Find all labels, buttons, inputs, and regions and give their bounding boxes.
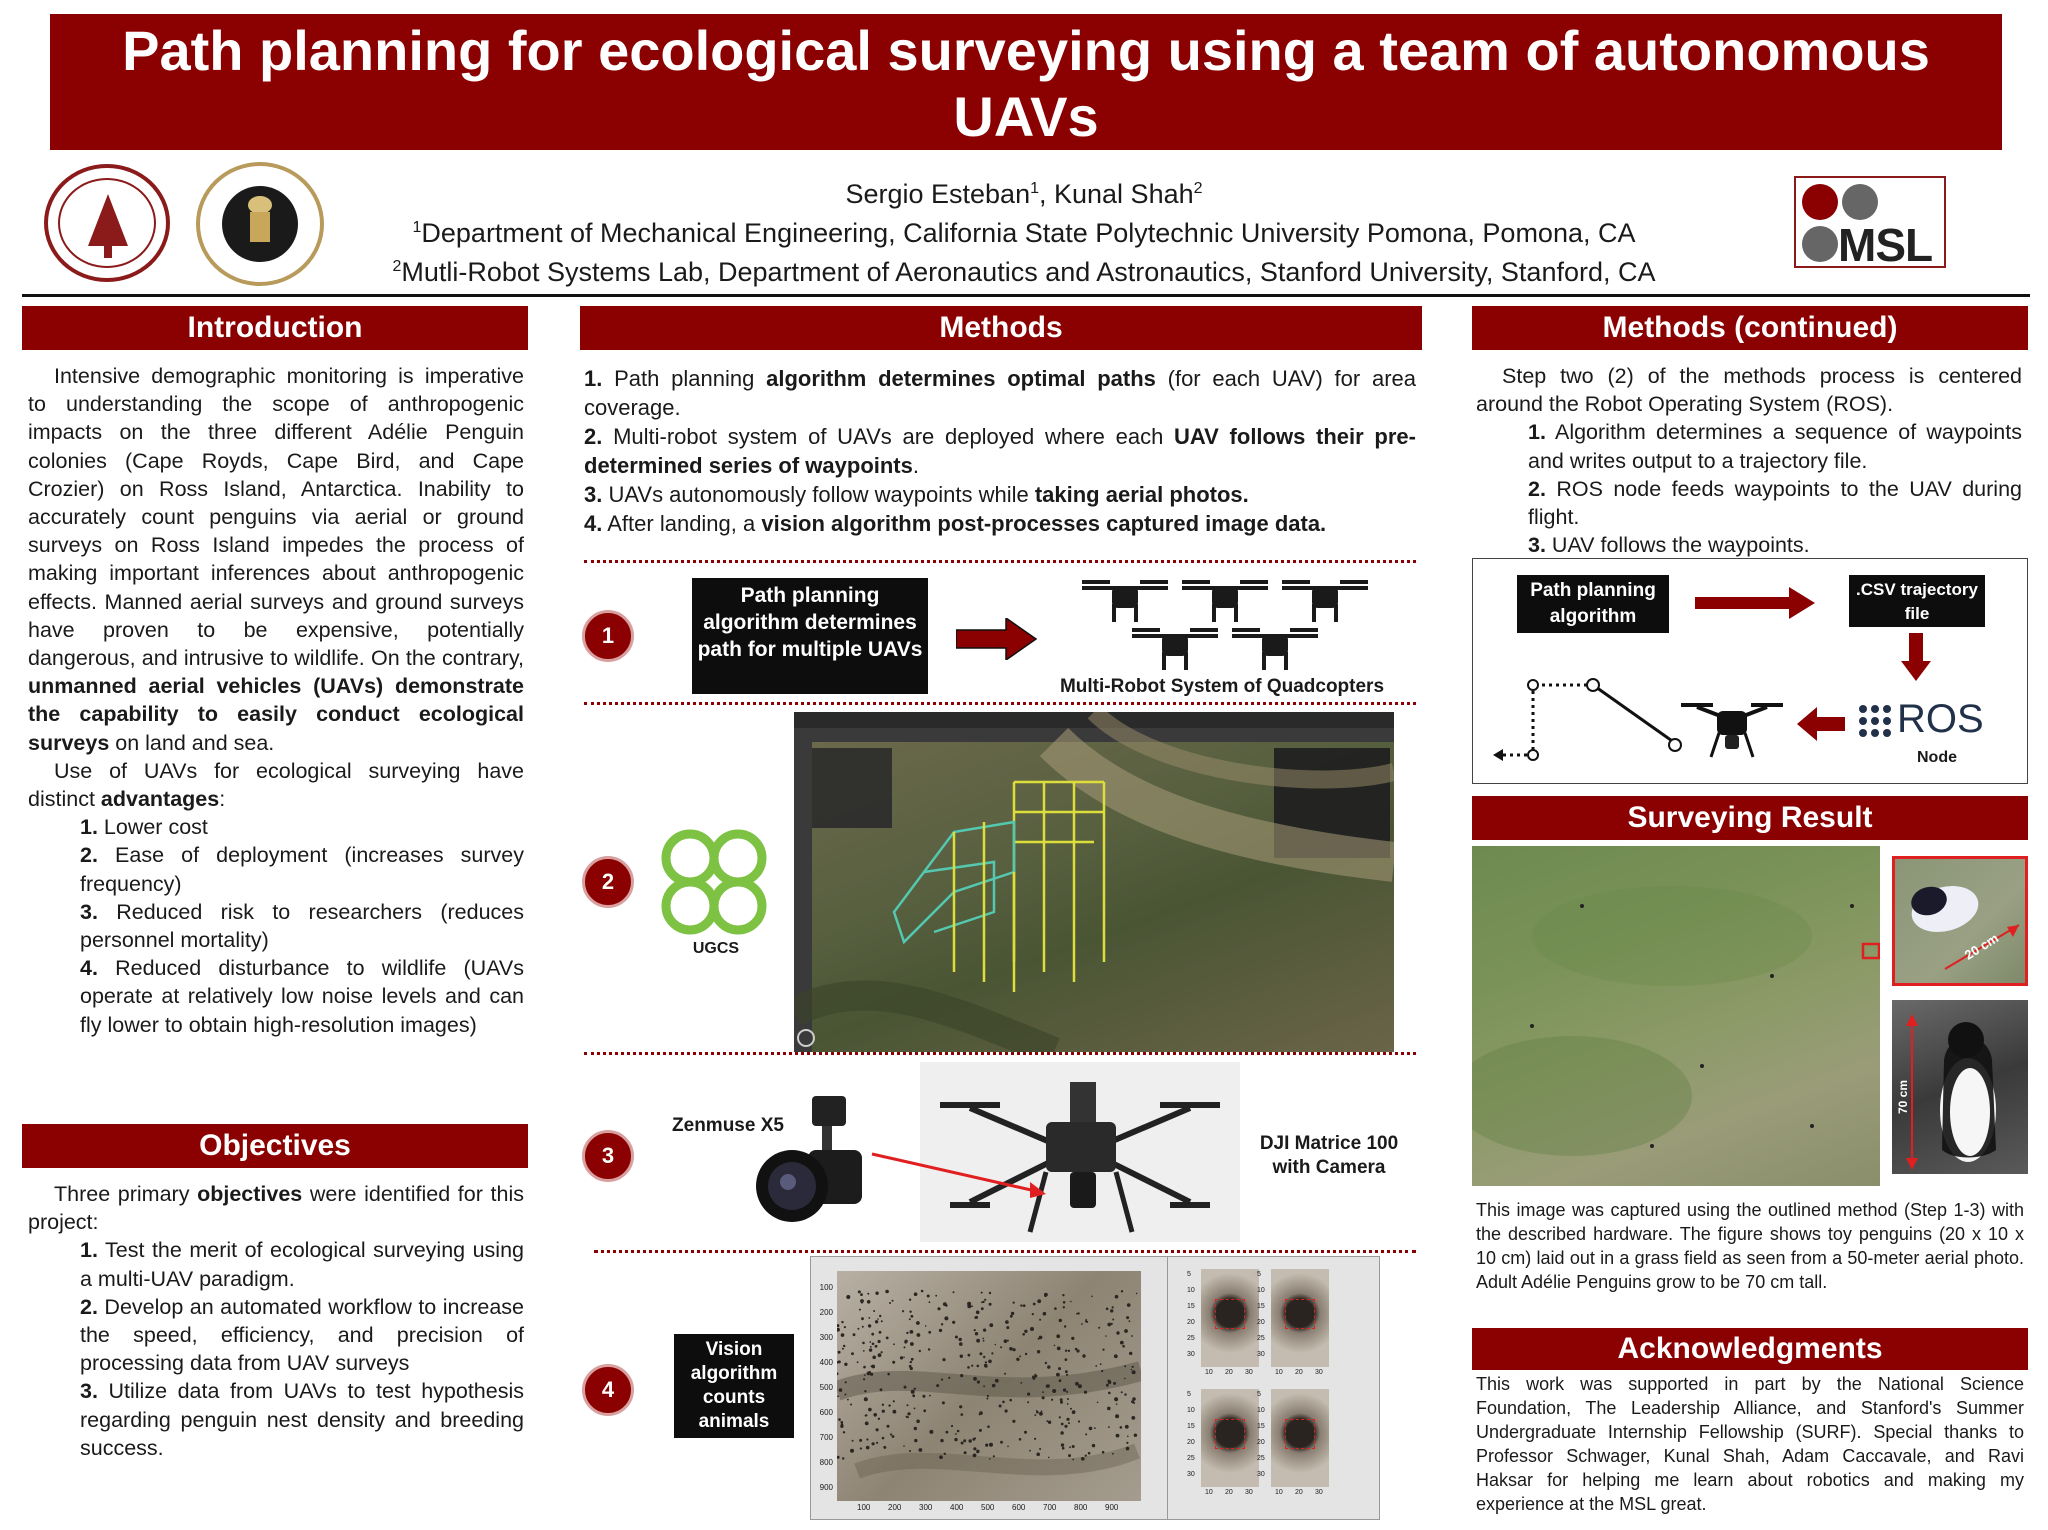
list-item: 1. Path planning algorithm determines optimal paths (for each UAV) for area coverage. xyxy=(584,366,1417,420)
quadcopter-icon xyxy=(1282,578,1368,624)
list-item: 1. Test the merit of ecological surveying using a multi-UAV paradigm. xyxy=(80,1238,524,1291)
crop-tick-label: 30 xyxy=(1245,1489,1253,1496)
x-tick-label: 200 xyxy=(888,1503,902,1512)
crop-tick-label: 30 xyxy=(1315,1369,1323,1376)
quadcopter-icon xyxy=(1132,626,1218,672)
step-2-circle: 2 xyxy=(582,856,634,908)
list-item: 3. Utilize data from UAVs to test hypothesis regarding penguin nest density and breeding success. xyxy=(80,1379,524,1460)
author-block xyxy=(300,172,1748,289)
objectives-intro: Three primary objectives were identified for this project: xyxy=(28,1182,524,1235)
step-divider xyxy=(584,1052,1416,1055)
ugcs-logo-icon xyxy=(660,828,770,938)
arrow-right-icon xyxy=(956,618,1040,660)
poster-title: Path planning for ecological surveying using a team of autonomous UAVs xyxy=(50,14,2002,150)
introduction-paragraph: Intensive demographic monitoring is imperative to understanding the scope of anthropogenic impacts on the three different Adélie Penguin colonies (Cape Royds, Cape Bird, and Cape Crozier) on Ross Island, Antarctica. Inability to accurately count penguins via aerial or ground surveys on Ross Island impedes the process of making important inferences about anthropogenic effects. Manned aerial surveys and ground surveys have proven to be expensive, potentially dangerous, and intrusive to wildlife. On the contrary, unmanned aerial vehicles (UAVs) demonstrate the capability to easily conduct ecological surveys on land and sea. xyxy=(28,364,524,755)
crop-tick-label: 25 xyxy=(1187,1455,1195,1462)
y-tick-label: 800 xyxy=(819,1458,833,1467)
crop-thumbnail xyxy=(1271,1389,1329,1487)
crop-tick-label: 5 xyxy=(1257,1271,1261,1278)
objectives-heading: Objectives xyxy=(22,1124,528,1168)
arrow-left-icon xyxy=(1797,707,1847,741)
methods-continued-body xyxy=(1476,362,2022,559)
crop-tick-label: 20 xyxy=(1295,1369,1303,1376)
methods-continued-heading: Methods (continued) xyxy=(1472,306,2028,350)
quadcopter-icon xyxy=(1182,578,1268,624)
crop-tick-label: 5 xyxy=(1187,1271,1191,1278)
msl-logo xyxy=(1794,176,1946,271)
list-item: 4. After landing, a vision algorithm post-processes captured image data. xyxy=(584,511,1327,536)
crop-tick-label: 30 xyxy=(1187,1471,1195,1478)
list-item: 1. Algorithm determines a sequence of waypoints and writes output to a trajectory file. xyxy=(1528,420,2022,473)
crop-thumbnail xyxy=(1271,1269,1329,1367)
y-tick-label: 500 xyxy=(819,1383,833,1392)
list-item: 2. Develop an automated workflow to increase the speed, efficiency, and precision of processing data from UAV surveys xyxy=(80,1294,524,1376)
stanford-seal-logo xyxy=(44,164,170,282)
introduction-heading: Introduction xyxy=(22,306,528,350)
list-item: 3. UAV follows the waypoints. xyxy=(1528,533,1810,558)
step-divider xyxy=(584,702,1416,705)
camera-gimbal-icon xyxy=(752,1090,882,1228)
ros-logo-text: ROS xyxy=(1897,697,1984,741)
surveying-caption: This image was captured using the outlined method (Step 1-3) with the described hardware. The figure shows toy penguins (20 x 10 x 10 cm) laid out in a grass field as seen from a 50-meter aerial photo. Adult Adélie Penguins grow to be 70 cm tall. xyxy=(1476,1200,2024,1292)
acknowledgments-heading: Acknowledgments xyxy=(1472,1328,2028,1370)
toy-penguin-closeup xyxy=(1892,856,2028,986)
vision-output-window xyxy=(810,1256,1380,1520)
adelie-penguin-photo xyxy=(1892,1000,2028,1174)
crop-tick-label: 10 xyxy=(1187,1287,1195,1294)
ros-node-icon xyxy=(1857,703,1901,737)
arrow-right-icon xyxy=(1695,585,1819,621)
list-item: 3. Reduced risk to researchers (reduces personnel mortality) xyxy=(80,899,524,953)
x-axis-ticks xyxy=(837,1503,1141,1515)
crop-tick-label: 20 xyxy=(1225,1369,1233,1376)
crop-tick-label: 20 xyxy=(1187,1319,1195,1326)
crop-thumbnail xyxy=(1201,1269,1259,1367)
crop-tick-label: 30 xyxy=(1257,1471,1265,1478)
csv-trajectory-box: .CSV trajectory file xyxy=(1849,575,1985,627)
list-item: 2. Multi-robot system of UAVs are deployed where each UAV follows their pre-determined series of waypoints. xyxy=(584,424,1416,478)
crop-tick-label: 20 xyxy=(1225,1489,1233,1496)
step-4-circle: 4 xyxy=(582,1364,634,1416)
crop-tick-label: 15 xyxy=(1187,1423,1195,1430)
crop-tick-label: 10 xyxy=(1205,1489,1213,1496)
crop-tick-label: 10 xyxy=(1187,1407,1195,1414)
step-1-circle: 1 xyxy=(582,610,634,662)
introduction-body xyxy=(28,362,524,1039)
methods-heading: Methods xyxy=(580,306,1422,350)
crop-tick-label: 10 xyxy=(1257,1287,1265,1294)
crop-tick-label: 20 xyxy=(1257,1439,1265,1446)
step-divider xyxy=(594,1250,1416,1253)
list-item: 4. Reduced disturbance to wildlife (UAVs operate at relatively low noise levels and can fly lower to obtain high-resolution images) xyxy=(80,956,524,1037)
crop-tick-label: 20 xyxy=(1295,1489,1303,1496)
quadcopter-caption: Multi-Robot System of Quadcopters xyxy=(1059,676,1385,697)
y-tick-label: 700 xyxy=(819,1433,833,1442)
crop-tick-label: 10 xyxy=(1205,1369,1213,1376)
crop-tick-label: 15 xyxy=(1187,1303,1195,1310)
crop-tick-label: 30 xyxy=(1187,1351,1195,1358)
surveying-result-heading: Surveying Result xyxy=(1472,796,2028,840)
crop-tick-label: 30 xyxy=(1315,1489,1323,1496)
msl-logo-text: MSL xyxy=(1838,219,1933,271)
vision-algorithm-box: Vision algorithm counts animals xyxy=(674,1334,794,1438)
x-tick-label: 100 xyxy=(857,1503,871,1512)
crop-tick-label: 30 xyxy=(1245,1369,1253,1376)
x-tick-label: 900 xyxy=(1105,1503,1119,1512)
colony-aerial-image xyxy=(837,1271,1141,1501)
step-3-circle: 3 xyxy=(582,1130,634,1182)
y-tick-label: 400 xyxy=(819,1358,833,1367)
acknowledgments-body: This work was supported in part by the National Science Foundation, The Leadership Alliance, and Stanford's Summer Undergraduate Internship Fellowship (SURF). Special thanks to Professor Schwager, Kunal Shah, Adam Caccavale, and Ravi Haksar for helping me learn about robotics and making my experience at the MSL great. xyxy=(1476,1374,2024,1514)
y-tick-label: 600 xyxy=(819,1408,833,1417)
scale-20cm: 20 cm xyxy=(1961,930,2002,963)
affiliation-1: $^1$Department of Mechanical Engineering, California State Polytechnic University Pomona, Pomona, CA xyxy=(412,218,1636,248)
crop-tick-label: 25 xyxy=(1187,1335,1195,1342)
crop-tick-label: 15 xyxy=(1257,1423,1265,1430)
crop-tick-label: 25 xyxy=(1257,1335,1265,1342)
crop-tick-label: 15 xyxy=(1257,1303,1265,1310)
quadcopter-icon xyxy=(1232,626,1318,672)
advantages-intro: Use of UAVs for ecological surveying have distinct advantages: xyxy=(28,758,524,812)
path-planning-box: Path planning algorithm determines path for multiple UAVs xyxy=(692,578,928,694)
crop-tick-label: 20 xyxy=(1257,1319,1265,1326)
x-tick-label: 600 xyxy=(1012,1503,1026,1512)
y-tick-label: 300 xyxy=(819,1333,833,1342)
affiliation-2: $^2$Mutli-Robot Systems Lab, Department of Aeronautics and Astronautics, Stanford University, Stanford, CA xyxy=(392,257,1656,287)
objectives-body xyxy=(28,1180,524,1462)
list-item: 1. Lower cost xyxy=(80,815,208,840)
waypoint-path-icon xyxy=(1493,675,1693,775)
quadcopter-icon xyxy=(1082,578,1168,624)
path-planning-algorithm-box: Path planning algorithm xyxy=(1517,575,1669,633)
ugcs-mission-screenshot xyxy=(794,712,1394,1052)
drone-icon xyxy=(1677,695,1787,763)
step-divider xyxy=(584,560,1416,563)
y-tick-label: 100 xyxy=(819,1283,833,1292)
red-pointer-arrow-icon xyxy=(870,1150,1060,1200)
x-tick-label: 700 xyxy=(1043,1503,1057,1512)
x-tick-label: 500 xyxy=(981,1503,995,1512)
crop-tick-label: 5 xyxy=(1257,1391,1261,1398)
methods-steps xyxy=(584,364,1416,538)
ugcs-label: UGCS xyxy=(692,940,740,957)
crop-tick-label: 20 xyxy=(1187,1439,1195,1446)
zenmuse-label: Zenmuse X5 xyxy=(672,1115,784,1136)
list-item: 3. UAVs autonomously follow waypoints while taking aerial photos. xyxy=(584,482,1249,507)
author-names: Sergio Esteban$^1$, Kunal Shah$^2$ xyxy=(845,179,1203,209)
header-divider xyxy=(22,294,2030,297)
scale-70cm: 70 cm xyxy=(1896,1079,1911,1115)
list-item: 2. Ease of deployment (increases survey frequency) xyxy=(80,843,524,896)
aerial-grass-photo xyxy=(1472,846,1880,1186)
y-tick-label: 900 xyxy=(819,1483,833,1492)
y-tick-label: 200 xyxy=(819,1308,833,1317)
crop-tick-label: 10 xyxy=(1275,1369,1283,1376)
y-axis-ticks xyxy=(811,1271,835,1501)
list-item: 2. ROS node feeds waypoints to the UAV during flight. xyxy=(1528,476,2022,530)
x-tick-label: 400 xyxy=(950,1503,964,1512)
arrow-down-icon xyxy=(1901,633,1931,683)
x-tick-label: 300 xyxy=(919,1503,933,1512)
x-tick-label: 800 xyxy=(1074,1503,1088,1512)
methods-continued-intro: Step two (2) of the methods process is centered around the Robot Operating System (ROS). xyxy=(1476,364,2022,417)
matrice-label: DJI Matrice 100 with Camera xyxy=(1259,1133,1399,1178)
crop-tick-label: 5 xyxy=(1187,1391,1191,1398)
crop-tick-label: 10 xyxy=(1257,1407,1265,1414)
crop-tick-label: 30 xyxy=(1257,1351,1265,1358)
crop-thumbnail xyxy=(1201,1389,1259,1487)
ros-node-label: Node xyxy=(1917,749,1957,766)
crop-tick-label: 10 xyxy=(1275,1489,1283,1496)
ros-workflow-diagram xyxy=(1472,558,2028,784)
crop-tick-label: 25 xyxy=(1257,1455,1265,1462)
